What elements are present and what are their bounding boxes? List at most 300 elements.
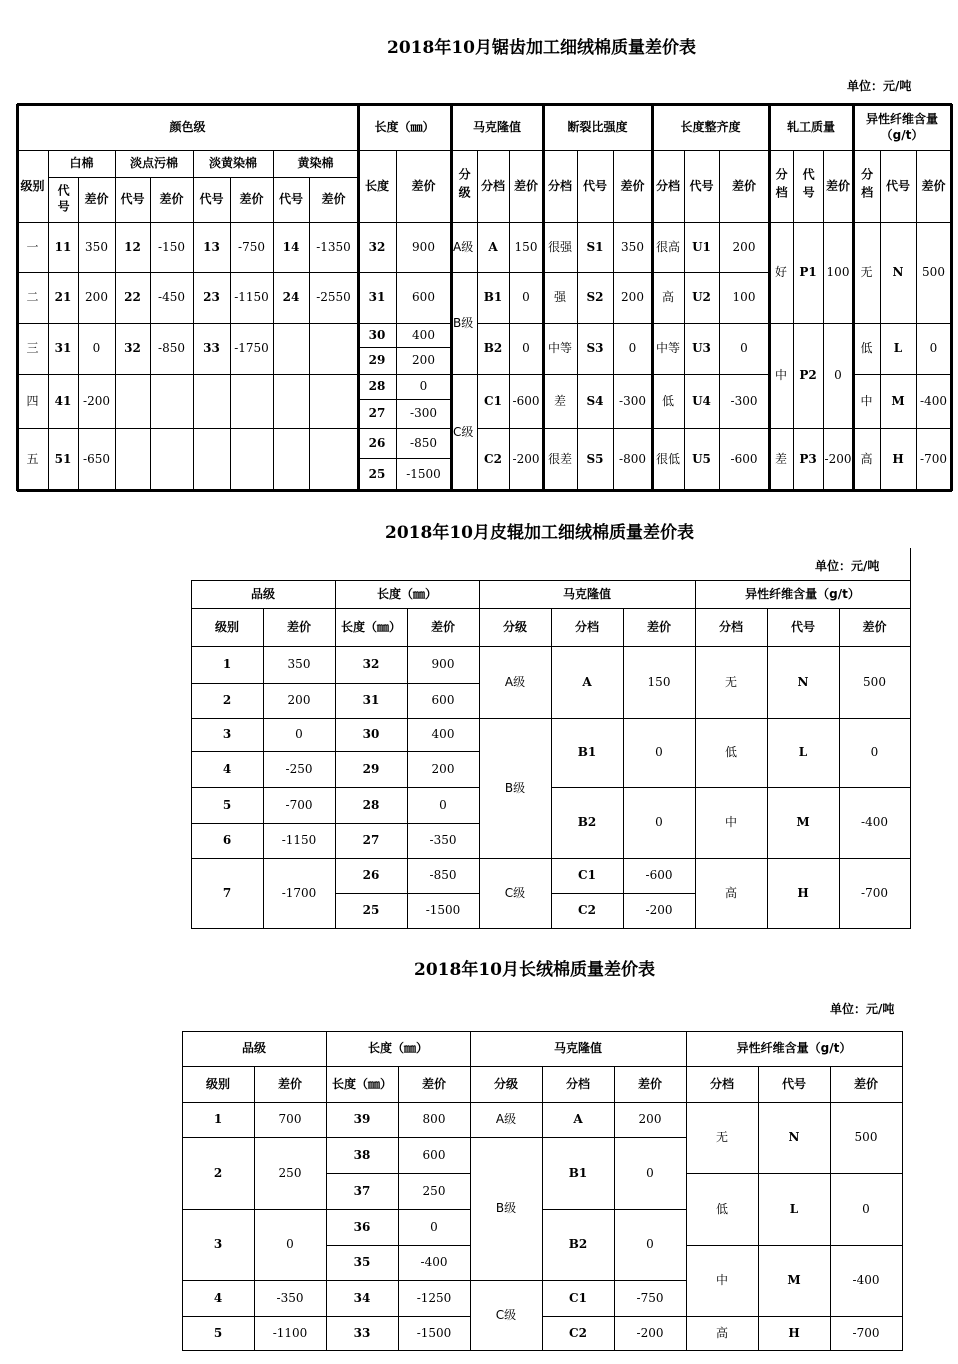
micronaire-class: B级 bbox=[495, 1201, 517, 1216]
length-value: 29 bbox=[368, 353, 386, 368]
grid-line bbox=[470, 1137, 543, 1138]
grid-line bbox=[17, 103, 952, 106]
grid-line bbox=[477, 150, 478, 491]
uniformity-bin: 高 bbox=[661, 290, 674, 305]
grade-value: 1 bbox=[222, 657, 232, 672]
micronaire-price: 0 bbox=[646, 1165, 654, 1180]
grid-line bbox=[358, 458, 452, 459]
foreign-price: 500 bbox=[863, 674, 886, 689]
foreign-price: -400 bbox=[852, 1273, 880, 1288]
grid-line bbox=[793, 150, 794, 491]
foreign-code: N bbox=[788, 1130, 800, 1145]
micronaire-bin: C1 bbox=[578, 868, 596, 883]
header-price: 差价 bbox=[637, 1076, 662, 1091]
length-value: 28 bbox=[362, 797, 380, 812]
grid-line bbox=[335, 683, 480, 684]
color-row-cell: 11 bbox=[54, 239, 72, 254]
length-price: 200 bbox=[412, 353, 435, 368]
foreign-price: 0 bbox=[929, 341, 938, 356]
color-row-cell bbox=[115, 374, 150, 428]
table2-title: 2018年10月皮辊加工细绒棉质量差价表 bbox=[385, 523, 694, 543]
uniformity-price: 100 bbox=[732, 290, 756, 305]
header-code: 代号 bbox=[582, 178, 607, 193]
header-micronaire-group: 马克隆值 bbox=[562, 586, 611, 601]
grid-line bbox=[910, 580, 911, 929]
header-price: 差价 bbox=[731, 178, 756, 193]
grid-line bbox=[335, 718, 480, 719]
micronaire-price: 0 bbox=[655, 815, 663, 830]
grid-line bbox=[17, 150, 952, 151]
color-row-cell: 200 bbox=[85, 290, 108, 305]
grid-line bbox=[335, 580, 336, 929]
grade-price: -250 bbox=[285, 761, 313, 776]
grid-line bbox=[193, 150, 194, 491]
grid-line bbox=[358, 374, 452, 375]
grid-line bbox=[719, 150, 720, 491]
header-length: 长度（㎜） bbox=[374, 119, 435, 134]
grid-line bbox=[470, 1031, 471, 1351]
grid-line bbox=[358, 272, 452, 273]
micronaire-bin: B2 bbox=[483, 341, 503, 356]
grid-line bbox=[358, 399, 452, 400]
grid-line bbox=[684, 150, 685, 491]
grid-line bbox=[191, 580, 192, 929]
header-bin: 分档 bbox=[774, 168, 789, 204]
grid-line bbox=[335, 787, 480, 788]
length-value: 34 bbox=[353, 1290, 371, 1305]
grid-line bbox=[182, 1137, 327, 1138]
length-price: 0 bbox=[430, 1219, 438, 1234]
strength-bin: 很强 bbox=[547, 239, 572, 254]
grade-value: 4 bbox=[213, 1290, 223, 1305]
micronaire-class: C级 bbox=[504, 885, 526, 900]
grade-value: 7 bbox=[222, 885, 232, 900]
grid-line bbox=[902, 1031, 903, 1351]
header-code: 代号 bbox=[885, 178, 910, 193]
strength-code: S1 bbox=[586, 239, 604, 254]
foreign-price: 500 bbox=[922, 265, 945, 280]
grid-line bbox=[358, 347, 452, 348]
color-row-cell: 24 bbox=[282, 290, 300, 305]
grid-line bbox=[651, 104, 654, 491]
grid-line bbox=[542, 1137, 687, 1138]
header-price: 差价 bbox=[321, 192, 346, 207]
length-price: 400 bbox=[412, 327, 435, 342]
length-price: -1500 bbox=[416, 1325, 452, 1340]
grid-line bbox=[48, 177, 359, 178]
header-bin: 分档 bbox=[565, 1076, 590, 1091]
grid-line bbox=[191, 751, 336, 752]
grid-line bbox=[830, 1066, 831, 1351]
micronaire-price: 0 bbox=[522, 341, 530, 356]
grid-line bbox=[273, 150, 274, 491]
micronaire-class: A级 bbox=[504, 674, 526, 689]
ginning-bin: 差 bbox=[774, 451, 787, 466]
grade-price: -700 bbox=[285, 797, 313, 812]
strength-bin: 差 bbox=[553, 393, 566, 408]
length-value: 27 bbox=[362, 833, 380, 848]
header-yellow-stained: 黄染棉 bbox=[297, 156, 334, 171]
length-price: -300 bbox=[410, 406, 437, 421]
header-grade-group: 品级 bbox=[241, 1041, 266, 1056]
color-row-cell: -850 bbox=[158, 341, 185, 356]
header-price: 差价 bbox=[825, 178, 850, 193]
grid-line bbox=[852, 104, 855, 491]
color-row-cell bbox=[273, 374, 309, 428]
length-price: -350 bbox=[429, 833, 457, 848]
grid-line bbox=[686, 1173, 903, 1174]
header-bin: 分档 bbox=[655, 178, 680, 193]
header-bin: 分档 bbox=[547, 178, 572, 193]
color-row-cell: 31 bbox=[54, 341, 72, 356]
grid-line bbox=[78, 177, 79, 491]
header-code: 代号 bbox=[790, 619, 815, 634]
foreign-price: 0 bbox=[870, 745, 879, 760]
header-color-grade: 颜色级 bbox=[169, 119, 206, 134]
micronaire-price: 0 bbox=[655, 745, 663, 760]
foreign-bin: 无 bbox=[715, 1130, 728, 1145]
micronaire-bin: C2 bbox=[569, 1325, 587, 1340]
length-price: -1500 bbox=[406, 466, 441, 481]
length-value: 25 bbox=[362, 903, 380, 918]
grid-line bbox=[182, 1102, 903, 1103]
foreign-bin: 中 bbox=[860, 393, 873, 408]
length-price: 0 bbox=[439, 797, 447, 812]
micronaire-class: C级 bbox=[495, 1307, 517, 1322]
grid-line bbox=[335, 893, 480, 894]
strength-price: -800 bbox=[619, 451, 646, 466]
grid-line bbox=[182, 1031, 183, 1351]
grid-line bbox=[335, 751, 480, 752]
header-bin: 分档 bbox=[859, 168, 874, 204]
micronaire-class: C级 bbox=[453, 424, 474, 439]
header-price: 差价 bbox=[239, 192, 264, 207]
grid-line bbox=[477, 428, 770, 429]
foreign-bin: 高 bbox=[715, 1325, 728, 1340]
length-value: 30 bbox=[362, 727, 380, 742]
header-bin: 分档 bbox=[480, 178, 505, 193]
grid-line bbox=[326, 1173, 471, 1174]
grade-value: 5 bbox=[222, 797, 232, 812]
micronaire-price: 150 bbox=[647, 674, 671, 689]
color-row-cell: -750 bbox=[238, 239, 265, 254]
foreign-price: -700 bbox=[861, 885, 888, 900]
grid-line bbox=[326, 1280, 471, 1281]
length-price: 900 bbox=[412, 239, 435, 254]
color-row-cell: 41 bbox=[54, 393, 72, 408]
header-foreign-fiber: 异性纤维含量（g/t） bbox=[865, 111, 938, 142]
grid-line bbox=[191, 823, 336, 824]
grid-line bbox=[17, 323, 359, 324]
length-value: 26 bbox=[368, 435, 386, 450]
micronaire-bin: C2 bbox=[578, 903, 596, 918]
grid-line bbox=[758, 1066, 759, 1351]
header-light-yellow-stained: 淡黄染棉 bbox=[208, 156, 257, 171]
foreign-code: L bbox=[893, 341, 903, 356]
length-price: 200 bbox=[431, 761, 455, 776]
grid-line bbox=[823, 150, 824, 491]
length-value: 31 bbox=[362, 693, 380, 708]
foreign-code: M bbox=[796, 815, 810, 830]
length-price: 600 bbox=[422, 1147, 446, 1162]
ginning-bin: 好 bbox=[774, 265, 787, 280]
strength-price: 0 bbox=[628, 341, 637, 356]
header-grade: 级别 bbox=[214, 619, 239, 634]
table3-title: 2018年10月长绒棉质量差价表 bbox=[414, 960, 655, 980]
grade-value: 6 bbox=[222, 833, 232, 848]
grade-price: -1700 bbox=[281, 885, 317, 900]
grid-line bbox=[326, 1245, 471, 1246]
strength-price: -300 bbox=[619, 393, 646, 408]
length-price: 600 bbox=[431, 693, 455, 708]
grid-line bbox=[695, 787, 911, 788]
length-value: 38 bbox=[353, 1147, 371, 1162]
header-length-group: 长度（㎜） bbox=[376, 586, 437, 601]
grid-line bbox=[950, 104, 953, 491]
grade-price: -1150 bbox=[281, 833, 317, 848]
length-price: -850 bbox=[410, 435, 437, 450]
ginning-price: -200 bbox=[824, 451, 852, 466]
grid-line bbox=[916, 150, 917, 491]
header-price: 差价 bbox=[862, 619, 887, 634]
grade-value: 5 bbox=[213, 1325, 223, 1340]
micronaire-price: 150 bbox=[514, 239, 538, 254]
grid-line bbox=[542, 104, 545, 491]
color-row-cell: 五 bbox=[26, 451, 39, 466]
table1-title: 2018年10月锯齿加工细绒棉质量差价表 bbox=[387, 38, 696, 58]
length-price: -1500 bbox=[425, 903, 461, 918]
color-row-cell: -450 bbox=[158, 290, 185, 305]
grid-line bbox=[686, 1031, 687, 1351]
strength-bin: 很差 bbox=[547, 451, 572, 466]
color-row-cell bbox=[309, 323, 358, 374]
header-micronaire: 马克隆值 bbox=[472, 119, 521, 134]
uniformity-bin: 中等 bbox=[655, 341, 680, 356]
foreign-price: 0 bbox=[862, 1201, 870, 1216]
grid-line bbox=[358, 323, 452, 324]
micronaire-class: B级 bbox=[504, 780, 526, 795]
length-price: 250 bbox=[422, 1183, 446, 1198]
header-code: 代号 bbox=[781, 1076, 806, 1091]
color-row-cell: 14 bbox=[282, 239, 300, 254]
header-bin: 分档 bbox=[718, 619, 743, 634]
grade-price: 0 bbox=[295, 727, 303, 742]
grid-line bbox=[182, 1209, 327, 1210]
header-light-spotted: 淡点污棉 bbox=[129, 156, 178, 171]
strength-code: S5 bbox=[586, 451, 604, 466]
grid-line bbox=[542, 1316, 687, 1317]
foreign-bin: 低 bbox=[715, 1201, 728, 1216]
header-ginning-quality: 轧工质量 bbox=[786, 119, 835, 134]
length-value: 27 bbox=[368, 406, 386, 421]
header-price: 差价 bbox=[286, 619, 311, 634]
header-code: 代号 bbox=[56, 183, 71, 216]
foreign-code: H bbox=[797, 885, 809, 900]
grid-line bbox=[479, 718, 552, 719]
foreign-code: M bbox=[787, 1273, 801, 1288]
color-row-cell: 0 bbox=[92, 341, 101, 356]
grid-line bbox=[309, 177, 310, 491]
header-code: 代号 bbox=[278, 192, 303, 207]
color-row-cell: 13 bbox=[203, 239, 220, 254]
grid-line bbox=[17, 489, 952, 492]
header-price: 差价 bbox=[159, 192, 184, 207]
length-value: 28 bbox=[368, 379, 386, 394]
color-row-cell bbox=[309, 428, 358, 490]
grid-line bbox=[191, 858, 336, 859]
grid-line bbox=[326, 1137, 471, 1138]
length-value: 31 bbox=[368, 290, 386, 305]
foreign-price: 500 bbox=[854, 1130, 878, 1145]
table1-unit: 单位：元/吨 bbox=[847, 79, 912, 93]
table2-unit: 单位：元/吨 bbox=[815, 559, 880, 573]
header-strength: 断裂比强度 bbox=[567, 119, 628, 134]
strength-bin: 中等 bbox=[547, 341, 572, 356]
uniformity-code: U2 bbox=[692, 290, 711, 305]
grid-line bbox=[768, 104, 771, 491]
strength-code: S2 bbox=[586, 290, 604, 305]
grid-line bbox=[191, 787, 336, 788]
header-price: 差价 bbox=[921, 178, 946, 193]
foreign-price: -700 bbox=[852, 1325, 880, 1340]
color-row-cell: 12 bbox=[124, 239, 141, 254]
foreign-bin: 无 bbox=[860, 265, 873, 280]
grid-line bbox=[17, 374, 359, 375]
color-row-cell: 22 bbox=[124, 290, 141, 305]
grid-line bbox=[542, 1280, 687, 1281]
uniformity-code: U4 bbox=[692, 393, 711, 408]
length-price: -400 bbox=[420, 1255, 448, 1270]
uniformity-bin: 低 bbox=[661, 393, 674, 408]
foreign-bin: 中 bbox=[715, 1273, 728, 1288]
grid-line bbox=[479, 858, 552, 859]
strength-bin: 强 bbox=[553, 290, 566, 305]
length-price: 900 bbox=[431, 657, 455, 672]
grid-line bbox=[450, 104, 453, 491]
grade-value: 3 bbox=[213, 1237, 223, 1252]
color-row-cell bbox=[193, 428, 230, 490]
grid-line bbox=[17, 272, 359, 273]
grid-line bbox=[880, 150, 881, 491]
header-bin: 分档 bbox=[574, 619, 599, 634]
header-price: 差价 bbox=[430, 619, 455, 634]
header-price: 差价 bbox=[853, 1076, 878, 1091]
header-grade: 级别 bbox=[205, 1076, 230, 1091]
ginning-code: P3 bbox=[799, 451, 817, 466]
ginning-price: 0 bbox=[834, 368, 842, 383]
header-grade: 级别 bbox=[20, 178, 45, 193]
color-row-cell: -650 bbox=[83, 451, 110, 466]
micronaire-bin: B1 bbox=[483, 290, 503, 305]
color-row-cell bbox=[230, 428, 273, 490]
grid-line bbox=[695, 718, 911, 719]
grid-line bbox=[769, 428, 854, 429]
grid-line bbox=[910, 548, 911, 581]
header-price: 差价 bbox=[646, 619, 671, 634]
grid-line bbox=[686, 1245, 903, 1246]
uniformity-code: U3 bbox=[692, 341, 711, 356]
grade-price: -350 bbox=[276, 1290, 304, 1305]
micronaire-class: A级 bbox=[495, 1112, 517, 1127]
header-class: 分级 bbox=[457, 168, 472, 204]
uniformity-code: U1 bbox=[692, 239, 711, 254]
grid-line bbox=[230, 177, 231, 491]
foreign-price: -400 bbox=[920, 393, 947, 408]
grid-line bbox=[577, 150, 578, 491]
foreign-code: L bbox=[789, 1201, 799, 1216]
grid-line bbox=[191, 580, 911, 581]
grid-line bbox=[326, 1209, 471, 1210]
micronaire-price: -200 bbox=[636, 1325, 664, 1340]
length-value: 37 bbox=[353, 1183, 371, 1198]
foreign-bin: 高 bbox=[860, 451, 873, 466]
micronaire-price: -200 bbox=[512, 451, 540, 466]
length-price: 600 bbox=[412, 290, 435, 305]
color-row-cell: 32 bbox=[124, 341, 141, 356]
uniformity-price: 0 bbox=[740, 341, 748, 356]
length-value: 29 bbox=[362, 761, 380, 776]
grade-price: 350 bbox=[287, 657, 311, 672]
foreign-bin: 高 bbox=[724, 885, 737, 900]
foreign-bin: 无 bbox=[724, 674, 737, 689]
uniformity-bin: 很高 bbox=[655, 239, 680, 254]
micronaire-bin: A bbox=[573, 1112, 583, 1127]
grid-line bbox=[150, 177, 151, 491]
grid-line bbox=[335, 823, 480, 824]
ginning-price: 100 bbox=[826, 265, 850, 280]
grid-line bbox=[479, 580, 480, 929]
strength-price: 350 bbox=[621, 239, 644, 254]
foreign-price: -700 bbox=[920, 451, 947, 466]
header-class: 分级 bbox=[493, 1076, 518, 1091]
uniformity-price: -300 bbox=[730, 393, 758, 408]
color-row-cell: -2550 bbox=[316, 290, 351, 305]
header-micronaire-group: 马克隆值 bbox=[553, 1041, 602, 1056]
color-row-cell bbox=[309, 374, 358, 428]
micronaire-price: -750 bbox=[636, 1290, 664, 1305]
color-row-cell: 33 bbox=[203, 341, 220, 356]
grid-line bbox=[396, 150, 397, 491]
micronaire-bin: A bbox=[488, 239, 498, 254]
color-row-cell bbox=[150, 428, 193, 490]
color-row-cell: 21 bbox=[54, 290, 72, 305]
length-price: -850 bbox=[429, 868, 457, 883]
grade-value: 2 bbox=[222, 693, 232, 708]
grid-line bbox=[17, 428, 359, 429]
length-price: 800 bbox=[422, 1112, 446, 1127]
header-code: 代号 bbox=[689, 178, 714, 193]
micronaire-bin: B2 bbox=[577, 815, 597, 830]
strength-price: 200 bbox=[621, 290, 644, 305]
length-value: 35 bbox=[353, 1255, 371, 1270]
grid-line bbox=[335, 858, 480, 859]
grade-price: 250 bbox=[278, 1165, 302, 1180]
grid-line bbox=[769, 323, 854, 324]
micronaire-bin: B1 bbox=[577, 745, 597, 760]
grade-value: 2 bbox=[213, 1165, 223, 1180]
micronaire-bin: C2 bbox=[484, 451, 502, 466]
grid-line bbox=[470, 1280, 543, 1281]
grid-line bbox=[695, 580, 696, 929]
grid-line bbox=[551, 858, 696, 859]
length-value: 32 bbox=[362, 657, 380, 672]
color-row-cell bbox=[150, 374, 193, 428]
micronaire-bin: C1 bbox=[484, 393, 502, 408]
grid-line bbox=[451, 374, 478, 375]
header-uniformity: 长度整齐度 bbox=[680, 119, 741, 134]
grid-line bbox=[191, 683, 336, 684]
grade-price: 0 bbox=[286, 1237, 294, 1252]
